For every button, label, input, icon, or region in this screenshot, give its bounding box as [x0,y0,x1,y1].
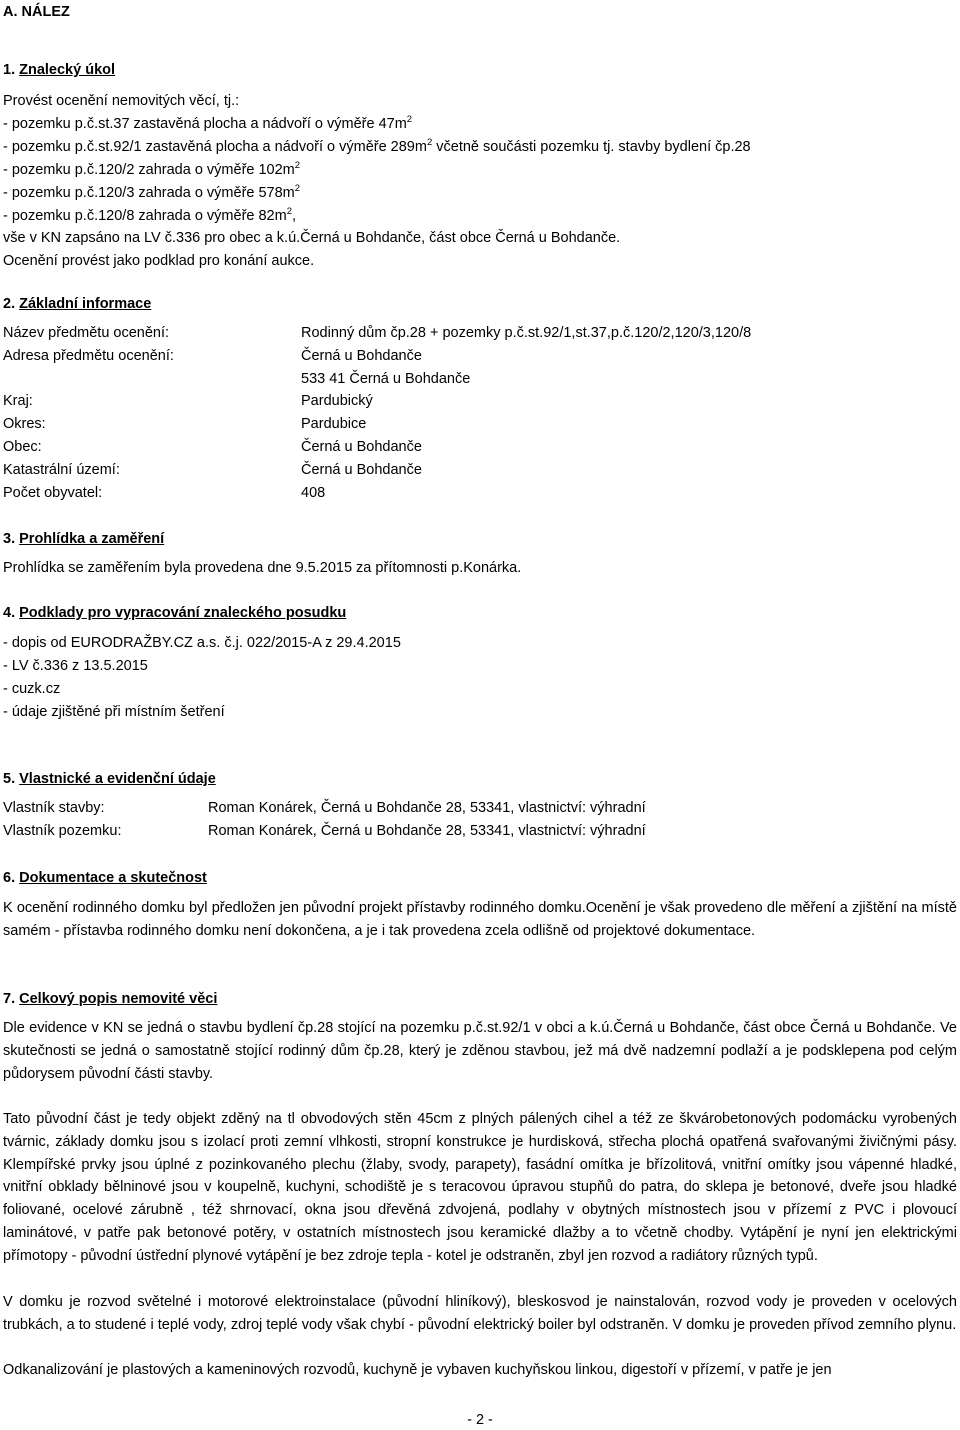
parcel-line-2-sup: 2 [426,137,433,149]
owner-value: Roman Konárek, Černá u Bohdanče 28, 53341, vlastnictví: výhradní [208,800,646,816]
section-4-title: Podklady pro vypracování znaleckého posudku [19,605,347,621]
source-item: - LV č.336 z 13.5.2015 [3,658,148,674]
inspection-text: Prohlídka se zaměřením byla provedena dne 9.5.2015 za přítomnosti p.Konárka. [3,560,522,576]
section-6-number: 6. [3,870,16,886]
info-value: Černá u Bohdanče [301,462,422,478]
section-6-heading [3,868,207,888]
parcel-line-3-sup: 2 [294,160,301,172]
section-7-number: 7. [3,991,16,1007]
parcel-line-2 [3,137,751,157]
parcel-line-1 [3,114,412,134]
source-item: - cuzk.cz [3,681,61,697]
info-key: Obec: [3,439,42,455]
section-1-heading [3,60,115,80]
section-5-number: 5. [3,771,16,787]
info-key: Katastrální území: [3,462,120,478]
parcel-line-4-sup: 2 [294,183,301,195]
section-a-title: A. NÁLEZ [3,4,70,20]
section-1-intro: Provést ocenění nemovitých věcí, tj.: [3,93,240,109]
source-item: - údaje zjištěné při místním šetření [3,704,225,720]
section-7-heading [3,989,217,1009]
parcel-line-4-text: - pozemku p.č.120/3 zahrada o výměře 578m [3,185,295,201]
parcel-line-1-sup: 2 [406,114,413,126]
registry-line: vše v KN zapsáno na LV č.336 pro obec a k.ú.Černá u Bohdanče, část obce Černá u Bohdanče. [3,230,621,246]
source-item: - dopis od EURODRAŽBY.CZ a.s. č.j. 022/2015-A z 29.4.2015 [3,635,401,651]
parcel-line-4 [3,183,300,203]
parcel-line-1-text: - pozemku p.č.st.37 zastavěná plocha a nádvoří o výměře 47m [3,116,407,132]
section-4-number: 4. [3,605,16,621]
section-5-title: Vlastnické a evidenční údaje [19,771,216,787]
parcel-line-2-text: - pozemku p.č.st.92/1 zastavěná plocha a nádvoří o výměře 289m [3,139,427,155]
owner-key: Vlastník stavby: [3,800,105,816]
info-value: 408 [301,485,326,501]
parcel-line-5-suffix: , [292,208,297,224]
section-2-title: Základní informace [19,296,152,312]
info-value: Rodinný dům čp.28 + pozemky p.č.st.92/1,st.37,p.č.120/2,120/3,120/8 [301,325,752,341]
owner-value: Roman Konárek, Černá u Bohdanče 28, 53341, vlastnictví: výhradní [208,823,646,839]
description-paragraph-2: Tato původní část je tedy objekt zděný na tl obvodových stěn 45cm z plných pálených cihel a též ze škvárobetonových podomácku vyrobených tvárnic, základy domku jsou s izolací proti zemní vlhkosti, stropní konstrukce je hurdisková, střecha plochá opatřená svařovanými živičnými pásy. Klempířské prvky jsou úplné z pozinkovaného plechu (žlaby, svody, parapety), fasádní omítka je břízolitová, vnitřní omítky jsou vápenné hladké, vnitřní obklady bělninové jsou v koupelně, kuchyni, schodiště je s teracovou úpravou stupňů do patra, do sklepa je betonové, dveře jsou hladké foliované, ocelové zárubně , též shrnovací, okna jsou dřevěná zdvojená, podlahy v obytných místnostech jsou v přízemí z PVC i plovoucí laminátové, v patře pak betonové potěry, v ostatních místnostech jsou keramické dlažby a to včetně chodby. Vytápění je nyní jen elektrickými přímotopy - původní ústřední plynové vytápění je bez zdroje tepla - kotel je odstraněn, zbyl jen rozvod a radiátory různých typů. [3,1111,957,1264]
info-value: Černá u Bohdanče [301,439,422,455]
section-2-number: 2. [3,296,16,312]
parcel-line-5-sup: 2 [286,206,292,218]
info-value: Pardubice [301,416,367,432]
parcel-line-3 [3,160,300,180]
info-value: Černá u Bohdanče [301,348,422,364]
info-value: Pardubický [301,393,373,409]
section-1-title: Znalecký úkol [19,62,116,78]
description-paragraph-3: V domku je rozvod světelné i motorové elektroinstalace (původní hliníkový), bleskosvod je nainstalován, rozvod vody je proveden v ocelových trubkách, a to studené i teplé vody, zdroj teplé vody však chybí - původní elektrický boiler byl odstraněn. V domku je proveden přívod zemního plynu. [3,1294,957,1333]
section-6-title: Dokumentace a skutečnost [19,870,207,886]
purpose-line: Ocenění provést jako podklad pro konání aukce. [3,253,315,269]
section-3-title: Prohlídka a zaměření [19,531,165,547]
section-5-heading [3,769,216,789]
documentation-paragraph: K ocenění rodinného domku byl předložen jen původní projekt přístavby rodinného domku.Ocenění je však provedeno dle měření a zjištění na místě samém - přístavba rodinného domku není dokončena, a je i tak provedena zcela odlišně od projektové dokumentace. [3,900,957,939]
parcel-line-5-text: - pozemku p.č.120/8 zahrada o výměře 82m [3,208,287,224]
info-key: Název předmětu ocenění: [3,325,170,341]
info-key: Kraj: [3,393,33,409]
page-number: - 2 - [467,1412,493,1428]
description-paragraph-4: Odkanalizování je plastových a kameninových rozvodů, kuchyně je vybaven kuchyňskou linkou, digestoří v přízemí, v patře je jen [3,1362,832,1378]
section-2-heading [3,294,151,314]
description-paragraph-1: Dle evidence v KN se jedná o stavbu bydlení čp.28 stojící na pozemku p.č.st.92/1 v obci a k.ú.Černá u Bohdanče, část obce Černá u Bohdanče. Ve skutečnosti se jedná o samostatně stojící rodinný dům čp.28, který je zděnou stavbou, jež má dvě nadzemní podlaží a je podsklepena pod celým půdorysem původní části stavby. [3,1020,957,1082]
section-7-title: Celkový popis nemovité věci [19,991,218,1007]
section-4-heading [3,603,346,623]
parcel-line-5 [3,206,296,226]
section-3-heading [3,529,164,549]
parcel-line-3-text: - pozemku p.č.120/2 zahrada o výměře 102m [3,162,295,178]
parcel-line-2-suffix: včetně součásti pozemku tj. stavby bydlení čp.28 [432,139,751,155]
section-3-number: 3. [3,531,16,547]
info-key: Počet obyvatel: [3,485,103,501]
info-key: Adresa předmětu ocenění: [3,348,174,364]
info-key: Okres: [3,416,46,432]
section-1-number: 1. [3,62,16,78]
owner-key: Vlastník pozemku: [3,823,122,839]
info-value: 533 41 Černá u Bohdanče [301,371,471,387]
